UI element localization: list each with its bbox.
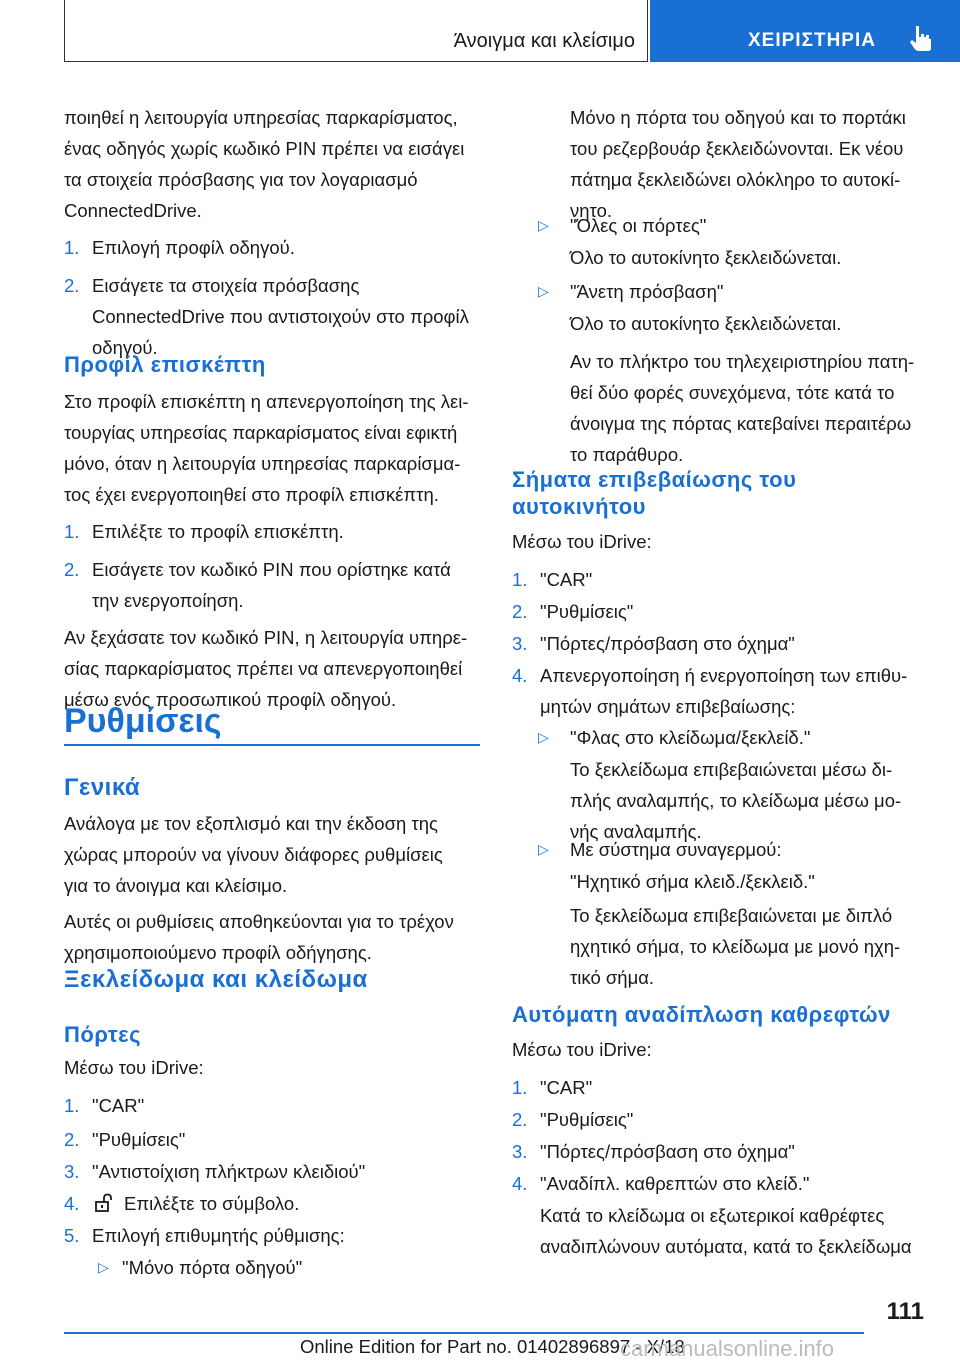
step-text: "Πόρτες/πρόσβαση στο όχημα" [540,633,795,654]
triangle-bullet-icon: ▷ [538,217,549,233]
step-text: Εισάγετε τα στοιχεία πρόσβασης [92,275,360,296]
option-more-line: το παράθυρο. [570,444,684,465]
general-text-line: για το άνοιγμα και κλείσιμο. [64,875,288,896]
option-text: "Ηχητικό σήμα κλειδ./ξεκλειδ." [570,871,815,892]
general-text-line: χώρας μπορούν να γίνουν διάφορες ρυθμίσεις [64,844,443,865]
guest-text-line: Στο προφίλ επισκέπτη η απενεργοποίηση της λει- [64,391,469,412]
forgot-pin-line: μέσω ενός προσωπικού προφίλ οδηγού. [64,689,397,710]
footer-rule [64,1332,864,1334]
confirm-heading: αυτοκινήτου [512,494,646,519]
chapter-tab-label: ΧΕΙΡΙΣΤΗΡΙΑ [748,30,876,51]
triangle-bullet-icon: ▷ [538,729,549,745]
step-number: 3. [64,1161,80,1182]
step-text: την ενεργοποίηση. [92,590,244,611]
general-heading: Γενικά [64,774,141,801]
edition-text: Online Edition for Part no. 01402896897 - X/18 [300,1336,685,1357]
doors-via: Μέσω του iDrive: [64,1057,204,1078]
intro-line: ένας οδηγός χωρίς κωδικό PIN πρέπει να εισάγει [64,138,465,159]
step-text: μητών σημάτων επιβεβαίωσης: [540,696,796,717]
unlock-lock-heading: Ξεκλείδωμα και κλείδωμα [64,966,368,993]
doors-heading: Πόρτες [64,1022,142,1047]
step-text: "CAR" [540,1077,593,1098]
step-text: "Ρυθμίσεις" [92,1129,186,1150]
option-desc: Όλο το αυτοκίνητο ξεκλειδώνεται. [570,313,842,334]
settings-heading: Ρυθμίσεις [64,702,222,740]
mirror-desc-line: αναδιπλώνουν αυτόματα, κατά το ξεκλείδωμα [540,1236,912,1257]
step-number: 4. [512,665,528,686]
option-desc: Το ξεκλείδωμα επιβεβαιώνεται με διπλό [570,905,893,926]
option-text: "Μόνο πόρτα οδηγού" [122,1257,303,1278]
option-more-line: Αν το πλήκτρο του τηλεχειριστηρίου πατη- [570,351,915,372]
step-number: 2. [64,559,80,580]
step-number: 3. [512,1141,528,1162]
step-text: οδηγού. [92,337,158,358]
mirror-via: Μέσω του iDrive: [512,1039,652,1060]
option-desc: ηχητικό σήμα, το κλείδωμα με μονό ηχη- [570,936,901,957]
triangle-bullet-icon: ▷ [538,283,549,299]
option-desc: νής αναλαμπής. [570,821,702,842]
cont-text-line: νητο. [570,200,613,221]
page-number: 111 [886,1298,924,1325]
forgot-pin-line: Αν ξεχάσατε τον κωδικό PIN, η λειτουργία υπηρε- [64,627,468,648]
confirm-via: Μέσω του iDrive: [512,531,652,552]
step-text: "Ρυθμίσεις" [540,601,634,622]
step-number: 2. [512,601,528,622]
option-text: Με σύστημα συναγερμού: [570,839,782,860]
intro-line: ποιηθεί η λειτουργία υπηρεσίας παρκαρίσματος, [64,107,458,128]
forgot-pin-line: σίας παρκαρίσματος πρέπει να απενεργοποιηθεί [64,658,463,679]
general-text-line: χρησιμοποιούμενο προφίλ οδήγησης. [64,942,372,963]
unlock-icon [94,1193,114,1213]
step-number: 2. [64,275,80,296]
guest-text-line: τος έχει ενεργοποιηθεί στο προφίλ επισκέπτη. [64,484,439,505]
heading-underline [64,744,480,746]
step-number: 2. [64,1129,80,1150]
general-text-line: Ανάλογα με τον εξοπλισμό και την έκδοση της [64,813,438,834]
step-text: "Αντιστοίχιση πλήκτρων κλειδιού" [92,1161,366,1182]
step-text: "Αναδίπλ. καθρεπτών στο κλείδ." [540,1173,810,1194]
option-text: "Όλες οι πόρτες" [570,215,707,236]
step-text: Εισάγετε τον κωδικό PIN που ορίστηκε κατά [92,559,451,580]
step-text: Απενεργοποίηση ή ενεργοποίηση των επιθυ- [540,665,908,686]
step-text: "Ρυθμίσεις" [540,1109,634,1130]
step-text: "CAR" [540,569,593,590]
mirror-heading: Αυτόματη αναδίπλωση καθρεφτών [512,1002,891,1027]
step-number: 3. [512,633,528,654]
triangle-bullet-icon: ▷ [98,1259,109,1275]
step-number: 1. [64,1095,80,1116]
step-text: ConnectedDrive που αντιστοιχούν στο προφίλ [92,306,469,327]
option-desc: τικό σήμα. [570,967,655,988]
step-text: Επιλογή επιθυμητής ρύθμισης: [92,1225,345,1246]
step-text: "CAR" [92,1095,145,1116]
section-title: Άνοιγμα και κλείσιμο [64,0,648,62]
cont-text-line: πάτημα ξεκλειδώνει ολόκληρο το αυτοκί- [570,169,901,190]
option-more-line: θεί δύο φορές συνεχόμενα, τότε κατά το [570,382,895,403]
step-text: Επιλέξτε το σύμβολο. [124,1193,300,1214]
pointing-hand-icon [908,24,934,52]
option-desc: πλής αναλαμπής, το κλείδωμα μέσω μο- [570,790,902,811]
step-text: Επιλογή προφίλ οδηγού. [92,237,295,258]
option-more-line: άνοιγμα της πόρτας κατεβαίνει περαιτέρω [570,413,912,434]
step-number: 1. [512,569,528,590]
step-number: 5. [64,1225,80,1246]
step-number: 4. [64,1193,80,1214]
step-number: 4. [512,1173,528,1194]
step-number: 1. [512,1077,528,1098]
confirm-heading: Σήματα επιβεβαίωσης του [512,467,797,492]
option-desc: Όλο το αυτοκίνητο ξεκλειδώνεται. [570,247,842,268]
intro-line: τα στοιχεία πρόσβασης για τον λογαριασμό [64,169,418,190]
chapter-tab [650,0,960,62]
cont-text-line: Μόνο η πόρτα του οδηγού και το πορτάκι [570,107,906,128]
step-number: 1. [64,237,80,258]
guest-profile-heading: Προφίλ επισκέπτη [64,352,266,377]
cont-text-line: του ρεζερβουάρ ξεκλειδώνονται. Εκ νέου [570,138,904,159]
general-text-line: Αυτές οι ρυθμίσεις αποθηκεύονται για το τρέχον [64,911,454,932]
triangle-bullet-icon: ▷ [538,841,549,857]
step-number: 1. [64,521,80,542]
guest-text-line: μόνο, όταν η λειτουργία υπηρεσίας παρκαρίσμα- [64,453,461,474]
option-text: "Φλας στο κλείδωμα/ξεκλείδ." [570,727,811,748]
mirror-desc-line: Κατά το κλείδωμα οι εξωτερικοί καθρέφτες [540,1205,885,1226]
watermark: carmanualsonline.info [620,1336,835,1361]
intro-line: ConnectedDrive. [64,200,202,221]
option-desc: Το ξεκλείδωμα επιβεβαιώνεται μέσω δι- [570,759,893,780]
page-header [64,0,960,64]
step-number: 2. [512,1109,528,1130]
step-text: "Πόρτες/πρόσβαση στο όχημα" [540,1141,795,1162]
option-text: "Άνετη πρόσβαση" [570,281,724,302]
step-text: Επιλέξτε το προφίλ επισκέπτη. [92,521,344,542]
guest-text-line: τουργίας υπηρεσίας παρκαρίσματος είναι εφικτή [64,422,458,443]
